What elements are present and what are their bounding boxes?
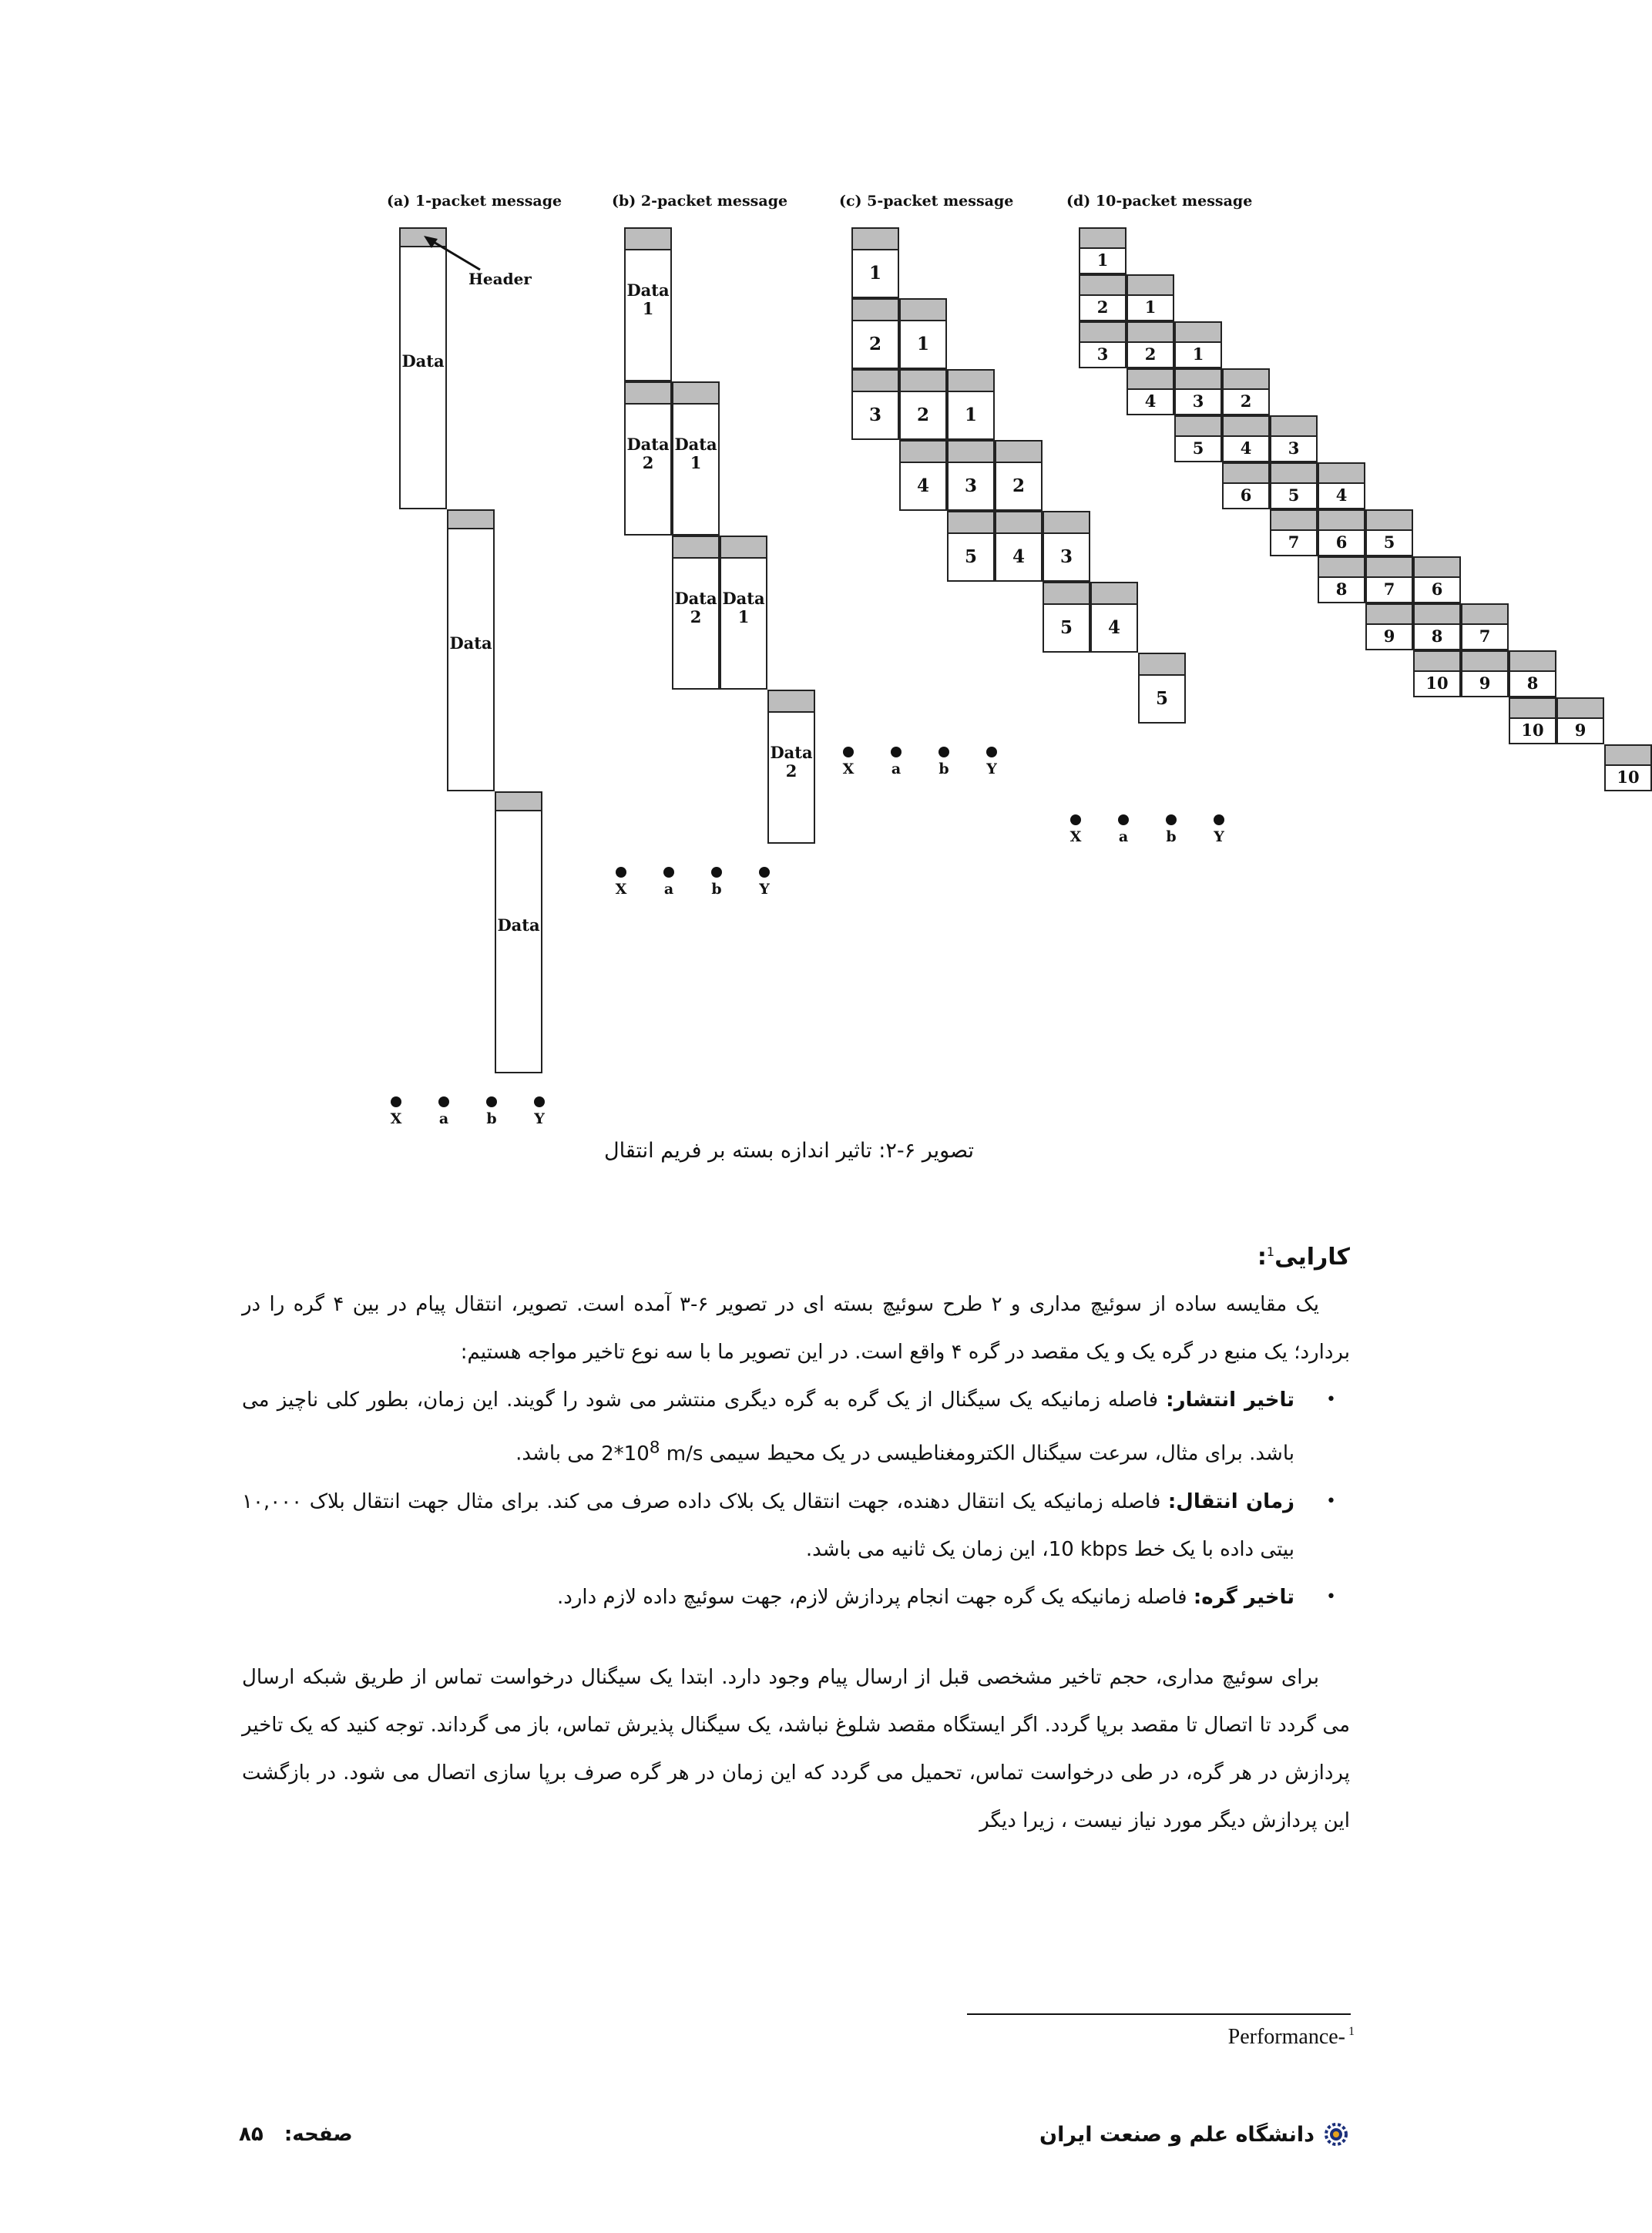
packet-data: 5 bbox=[1043, 603, 1090, 653]
packet-header bbox=[1174, 321, 1222, 343]
packet-header bbox=[1222, 415, 1270, 437]
packet-data: 8 bbox=[1413, 623, 1461, 650]
node-dot bbox=[534, 1096, 545, 1107]
subfigure-title: (c) 5-packet message bbox=[839, 193, 1014, 210]
node-dot bbox=[938, 747, 949, 757]
packet-data: 1 bbox=[1174, 341, 1222, 368]
packet-header bbox=[851, 227, 899, 250]
packet-header bbox=[1079, 227, 1127, 249]
packet-header bbox=[1365, 603, 1413, 625]
packet-header bbox=[1318, 556, 1365, 578]
footnote-divider bbox=[967, 2013, 1351, 2015]
packet-header bbox=[624, 227, 672, 250]
packet-data: 3 bbox=[851, 391, 899, 440]
node-label: Y bbox=[759, 881, 770, 898]
packet-data: Data 2 bbox=[624, 403, 672, 536]
packet-data: 6 bbox=[1413, 576, 1461, 603]
packet-data: 2 bbox=[995, 462, 1043, 511]
intro-paragraph: یک مقایسه ساده از سوئیچ مداری و ۲ طرح سوئیچ بسته ای در تصویر ۶-۳ آمده است. تصویر، انتقال پیام در بین ۴ گره را در بردارد؛ یک منبع در گره یک و یک مقصد در گره ۴ واقع است. در این تصویر ما با سه نوع تاخیر مواجه هستیم: bbox=[242, 1293, 1350, 1364]
figure-caption: تصویر ۶-۲: تاثیر اندازه بسته بر فریم انتقال bbox=[603, 1139, 974, 1163]
circuit-switching-paragraph: برای سوئیچ مداری، حجم تاخیر مشخصی قبل از ارسال پیام وجود دارد. ابتدا یک سیگنال درخواست تماس از طریق شبکه ارسال می گردد تا اتصال تا مقصد برپا گردد. اگر ایستگاه مقصد شلوغ نباشد، یک سیگنال پذیرش تماس، باز می گرداند. توجه کنید که یک تاخیر پردازش در هر گره، در طی درخواست تماس، تحمیل می گردد که این زمان در هر گره صرف برپا سازی اتصال می شود. در بازگشت این پردازش دیگر مورد نیاز نیست ، زیرا دیگر bbox=[242, 1665, 1350, 1832]
packet-header bbox=[1365, 509, 1413, 531]
packet-header bbox=[1127, 274, 1174, 296]
packet-header bbox=[851, 298, 899, 321]
subfigure-title: (a) 1-packet message bbox=[387, 193, 562, 210]
packet-header bbox=[1556, 697, 1604, 719]
packet-data: 1 bbox=[1079, 247, 1127, 274]
packet-header bbox=[1127, 368, 1174, 390]
packet-data: 6 bbox=[1222, 482, 1270, 509]
node-dot bbox=[616, 867, 626, 878]
packet-data: 4 bbox=[899, 462, 947, 511]
packet-header bbox=[947, 440, 995, 463]
packet-data: 10 bbox=[1604, 764, 1652, 791]
packet-data: 9 bbox=[1556, 717, 1604, 744]
packet-header bbox=[672, 536, 720, 559]
footnote-marker: 1 bbox=[1266, 1244, 1275, 1259]
header-annotation: Header bbox=[468, 270, 532, 288]
node-label: X bbox=[615, 881, 627, 898]
packet-header bbox=[1174, 415, 1222, 437]
node-label: b bbox=[938, 761, 949, 777]
packet-data: 3 bbox=[1043, 532, 1090, 582]
packet-header bbox=[1270, 415, 1318, 437]
packet-header bbox=[899, 369, 947, 392]
packet-data: 2 bbox=[1127, 341, 1174, 368]
node-label: a bbox=[438, 1110, 449, 1127]
packet-header bbox=[1318, 509, 1365, 531]
subfigure-title: (d) 10-packet message bbox=[1066, 193, 1253, 210]
node-label: a bbox=[1118, 828, 1129, 845]
packet-header bbox=[1318, 462, 1365, 484]
packet-data: 3 bbox=[1079, 341, 1127, 368]
packet-header bbox=[495, 791, 542, 811]
packet-data: 3 bbox=[947, 462, 995, 511]
packet-header bbox=[1222, 462, 1270, 484]
node-dot bbox=[986, 747, 997, 757]
data-rate: 10 kbps bbox=[1048, 1537, 1128, 1561]
packet-header bbox=[1270, 509, 1318, 531]
body-text bbox=[242, 1229, 1350, 1845]
node-dot bbox=[663, 867, 674, 878]
section-heading: کارایی$^1$: bbox=[1257, 1244, 1350, 1271]
packet-data: 9 bbox=[1461, 670, 1509, 697]
packet-header bbox=[1413, 603, 1461, 625]
packet-data: 1 bbox=[851, 249, 899, 298]
packet-header bbox=[1365, 556, 1413, 578]
packet-header bbox=[851, 369, 899, 392]
packet-data: 5 bbox=[1174, 435, 1222, 462]
page-number: صفحه: ۸۵ bbox=[239, 2123, 353, 2146]
packet-header bbox=[1461, 603, 1509, 625]
packet-data: 4 bbox=[1318, 482, 1365, 509]
node-label: a bbox=[891, 761, 902, 777]
packet-header bbox=[995, 440, 1043, 463]
packet-header bbox=[1509, 697, 1556, 719]
node-dot bbox=[711, 867, 722, 878]
node-dot bbox=[1166, 814, 1177, 825]
node-dot bbox=[843, 747, 854, 757]
delay-types-list bbox=[242, 1376, 1350, 1621]
packet-header bbox=[947, 369, 995, 392]
packet-data: 3 bbox=[1270, 435, 1318, 462]
packet-data: 7 bbox=[1461, 623, 1509, 650]
packet-header bbox=[1043, 582, 1090, 605]
packet-header bbox=[1413, 650, 1461, 672]
packet-data: 4 bbox=[1127, 388, 1174, 415]
node-label: Y bbox=[986, 761, 997, 777]
node-dot bbox=[1214, 814, 1224, 825]
packet-data: Data bbox=[495, 810, 542, 1073]
packet-data: 2 bbox=[1079, 294, 1127, 321]
packet-header bbox=[1043, 511, 1090, 534]
formula: $2*10^8$ m/s bbox=[601, 1438, 703, 1466]
packet-header bbox=[899, 298, 947, 321]
packet-data: 3 bbox=[1174, 388, 1222, 415]
node-label: Y bbox=[534, 1110, 545, 1127]
packet-header bbox=[995, 511, 1043, 534]
packet-header bbox=[672, 381, 720, 405]
packet-data: 9 bbox=[1365, 623, 1413, 650]
packet-data: Data 2 bbox=[767, 711, 815, 844]
node-label: X bbox=[390, 1110, 402, 1127]
node-dot bbox=[759, 867, 770, 878]
node-dot bbox=[391, 1096, 401, 1107]
packet-header bbox=[767, 690, 815, 713]
packet-data: 10 bbox=[1509, 717, 1556, 744]
packet-data: Data bbox=[399, 246, 447, 509]
packet-data: 5 bbox=[1365, 529, 1413, 556]
subfigure-title: (b) 2-packet message bbox=[612, 193, 788, 210]
list-item-transmission-time: • زمان انتقال: فاصله زمانیکه یک انتقال دهنده، جهت انتقال یک بلاک داده صرف می کند. برای مثال جهت انتقال بلاک ۱۰,۰۰۰ بیتی داده با یک خط 10 kbps، این زمان یک ثانیه می باشد. bbox=[242, 1478, 1350, 1573]
packet-header bbox=[447, 509, 495, 529]
packet-data: 5 bbox=[947, 532, 995, 582]
node-dot bbox=[1070, 814, 1081, 825]
packet-header bbox=[947, 511, 995, 534]
packet-data: 1 bbox=[947, 391, 995, 440]
node-dot bbox=[438, 1096, 449, 1107]
page-footer-university bbox=[1039, 2121, 1350, 2148]
packet-header bbox=[1461, 650, 1509, 672]
packet-header bbox=[1270, 462, 1318, 484]
packet-header bbox=[1413, 556, 1461, 578]
packet-header bbox=[1127, 321, 1174, 343]
node-dot bbox=[486, 1096, 497, 1107]
packet-header bbox=[1079, 274, 1127, 296]
node-label: b bbox=[486, 1110, 497, 1127]
packet-header bbox=[624, 381, 672, 405]
node-label: X bbox=[1069, 828, 1082, 845]
packet-data: 8 bbox=[1318, 576, 1365, 603]
packet-data: 7 bbox=[1365, 576, 1413, 603]
packet-data: 2 bbox=[899, 391, 947, 440]
packet-data: 10 bbox=[1413, 670, 1461, 697]
packet-data: 8 bbox=[1509, 670, 1556, 697]
packet-data: Data bbox=[447, 528, 495, 791]
packet-header bbox=[1090, 582, 1138, 605]
packet-header bbox=[1138, 653, 1186, 676]
university-name: دانشگاه علم و صنعت ایران bbox=[1039, 2122, 1315, 2147]
packet-data: 4 bbox=[1090, 603, 1138, 653]
packet-header bbox=[1222, 368, 1270, 390]
packet-data: Data 1 bbox=[720, 557, 767, 690]
list-item-node-delay: • تاخیر گره: فاصله زمانیکه یک گره جهت انجام پردازش لازم، جهت سوئیچ داده لازم دارد. bbox=[242, 1573, 1350, 1621]
packet-data: 5 bbox=[1270, 482, 1318, 509]
packet-header bbox=[899, 440, 947, 463]
packet-size-figure bbox=[370, 185, 1640, 1140]
packet-data: 4 bbox=[1222, 435, 1270, 462]
packet-data: 2 bbox=[851, 320, 899, 369]
footnote: Performance- $^1$ bbox=[1227, 2025, 1355, 2049]
packet-header bbox=[1174, 368, 1222, 390]
packet-data: 2 bbox=[1222, 388, 1270, 415]
node-label: a bbox=[663, 881, 674, 898]
packet-header bbox=[1079, 321, 1127, 343]
packet-data: 1 bbox=[899, 320, 947, 369]
packet-data: 5 bbox=[1138, 674, 1186, 724]
university-logo-icon bbox=[1322, 2121, 1350, 2148]
node-label: b bbox=[1166, 828, 1177, 845]
node-dot bbox=[891, 747, 902, 757]
packet-data: 4 bbox=[995, 532, 1043, 582]
list-item-propagation-delay: • تاخیر انتشار: فاصله زمانیکه یک سیگنال از یک گره به گره دیگری منتشر می شود را گویند. این زمان، بطور کلی ناچیز می باشد. برای مثال، سرعت سیگنال الکترومغناطیسی در یک محیط سیمی $2*10^8$ m/s می باشد. bbox=[242, 1376, 1350, 1478]
packet-data: Data 1 bbox=[624, 249, 672, 381]
packet-header bbox=[1604, 744, 1652, 766]
packet-data: Data 1 bbox=[672, 403, 720, 536]
node-label: b bbox=[711, 881, 722, 898]
node-label: Y bbox=[1214, 828, 1224, 845]
packet-data: 6 bbox=[1318, 529, 1365, 556]
packet-header bbox=[720, 536, 767, 559]
packet-data: Data 2 bbox=[672, 557, 720, 690]
packet-data: 7 bbox=[1270, 529, 1318, 556]
packet-header bbox=[1509, 650, 1556, 672]
node-dot bbox=[1118, 814, 1129, 825]
packet-data: 1 bbox=[1127, 294, 1174, 321]
header-arrow-icon bbox=[415, 231, 507, 293]
node-label: X bbox=[842, 761, 855, 777]
